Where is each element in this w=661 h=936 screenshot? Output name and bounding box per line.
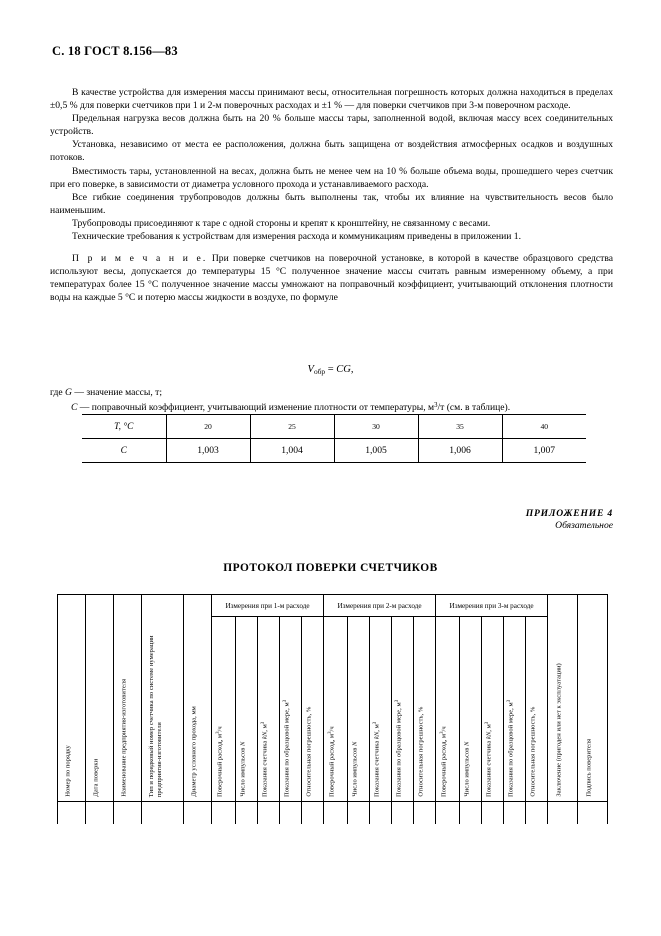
column-header-label: Диаметр условного прохода, мм [189, 706, 197, 797]
paragraph: Предельная нагрузка весов должна быть на 20 % больше массы тары, заполненной водой, включая массу всех соединительных устройств. [50, 113, 613, 138]
column-header-conclusion [548, 617, 578, 802]
formula-equals: = [327, 364, 334, 375]
spacer-cell [142, 595, 184, 617]
legend-symbol-c: C [71, 402, 78, 414]
column-header-label: Показания по образцовой мере, $м^3$ [282, 699, 290, 797]
column-header-label: Поверочный расход, $м^3/ч$ [327, 726, 335, 797]
column-header-label: Показания счетчика kN, $м^3$ [372, 721, 380, 797]
spacer-cell [114, 595, 142, 617]
column-header-label: Подпись поверителя [585, 739, 592, 797]
column-header-label: Тип и порядковый номер счетчика по системе нумерации предприятия-изготовителя [147, 635, 162, 797]
column-header-label: Поверочный расход, $м^3/ч$ [439, 726, 447, 797]
legend-text-c-b: /т (см. в таблице). [437, 402, 511, 414]
table-group-header-row [58, 595, 608, 617]
column-header-flow3-standard-measure [504, 617, 526, 802]
legend-text-g: — значение массы, т; [71, 387, 163, 398]
column-header-verifier-signature [578, 617, 608, 802]
table-cell [392, 802, 414, 825]
legend-line-g [50, 386, 620, 399]
table-cell [414, 802, 436, 825]
note-paragraph [50, 252, 613, 304]
column-header-flow1-standard-measure [280, 617, 302, 802]
column-header-flow2-relative-error [414, 617, 436, 802]
column-header-flow1-relative-error [302, 617, 324, 802]
column-header-order-number [58, 617, 86, 802]
paragraph: В качестве устройства для измерения массы принимают весы, относительная погрешность которых должна находиться в пределах ±0,5 % для поверки счетчиков при 1 и 2-м поверочных расходах и ±1 % — для поверки счетчиков при 3-м поверочном расходе. [50, 87, 613, 112]
legend-line-c [50, 399, 620, 414]
column-header-flow1-verification-flow [212, 617, 236, 802]
table-row [58, 802, 608, 825]
table-cell [526, 802, 548, 825]
temperature-cell: 30 [334, 415, 418, 439]
paragraph: Технические требования к устройствам для измерения расхода и коммуникациям приведены в приложении 1. [72, 231, 521, 243]
group-header-flow1: Измерения при 1-м расходе [212, 595, 324, 617]
table-cell [280, 802, 302, 825]
group-header-flow3: Измерения при 3-м расходе [436, 595, 548, 617]
table-row [82, 439, 586, 463]
protocol-table-wrapper [57, 594, 605, 823]
column-header-label: Число импульсов N [238, 742, 246, 797]
page-header: С. 18 ГОСТ 8.156—83 [52, 44, 178, 58]
column-header-label: Относительная погрешность, % [416, 707, 424, 797]
column-header-flow1-meter-reading [258, 617, 280, 802]
spacer-cell [548, 595, 578, 617]
column-header-label: Поверочный расход, $м^3/ч$ [215, 726, 223, 797]
table-header-row [58, 617, 608, 802]
spacer-cell [58, 595, 86, 617]
note-text: При поверке счетчиков на поверочной установке, в которой в качестве образцового средства используют весы, допускается до температуры 15 °С полученное значение массы считать равным измеренному объему, а при температурах более 15 °С полученное значение массы умножают на поправочный коэффициент, учитывающий отклонения плотности воды на каждые 5 °С и потерю массы жидкости в воздухе, по формуле [50, 253, 613, 304]
column-header-type-and-serial [142, 617, 184, 802]
table-cell [302, 802, 324, 825]
formula-legend [50, 386, 620, 414]
column-header-label: Заключение (пригоден или нет к эксплуатации) [555, 663, 562, 797]
legend-text-c-a: — поправочный коэффициент, учитывающий изменение плотности от температуры, м [77, 402, 435, 414]
table-row [82, 415, 586, 439]
legend-symbol-g: G [65, 387, 72, 398]
column-header-label: Дата поверки [91, 759, 99, 797]
temperature-cell: 35 [418, 415, 502, 439]
table-cell [578, 802, 608, 825]
column-header-label: Показания по образцовой мере, $м^3$ [394, 699, 402, 797]
table-cell [548, 802, 578, 825]
column-header-label: Номер по порядку [63, 745, 71, 797]
table-cell [58, 802, 86, 825]
appendix-obligation: Обязательное [555, 520, 613, 532]
column-header-flow2-standard-measure [392, 617, 414, 802]
note-label: П р и м е ч а н и е. [72, 253, 208, 265]
table-cell [504, 802, 526, 825]
spacer-cell [184, 595, 212, 617]
coefficient-cell: 1,004 [250, 439, 334, 463]
table-cell [212, 802, 236, 825]
column-header-flow2-verification-flow [324, 617, 348, 802]
coefficient-table [82, 414, 586, 463]
column-header-verification-date [86, 617, 114, 802]
paragraph: Все гибкие соединения трубопроводов должны быть выполнены так, чтобы их влияние на чувствительность весов было наименьшим. [50, 191, 613, 216]
column-header-flow1-pulse-count [236, 617, 258, 802]
column-header-flow3-meter-reading [482, 617, 504, 802]
table-cell [370, 802, 392, 825]
table-cell [482, 802, 504, 825]
coefficient-cell: 1,007 [502, 439, 586, 463]
column-header-label: Относительная погрешность, % [528, 707, 536, 797]
paragraph: Трубопроводы присоединяют к таре с одной стороны и крепят к кронштейну, не связанному с весами. [72, 217, 491, 229]
paragraph: Установка, независимо от места ее расположения, должна быть защищена от воздействия атмосферных осадков и воздушных потоков. [50, 139, 613, 164]
column-header-manufacturer-name [114, 617, 142, 802]
coefficient-cell: 1,003 [166, 439, 250, 463]
row-label-coefficient: C [82, 439, 166, 463]
formula [0, 364, 661, 376]
appendix-number: ПРИЛОЖЕНИЕ 4 [525, 508, 613, 519]
table-cell [348, 802, 370, 825]
coefficient-cell: 1,006 [418, 439, 502, 463]
table-cell [324, 802, 348, 825]
group-header-flow2: Измерения при 2-м расходе [324, 595, 436, 617]
column-header-label: Показания счетчика kN, $м^3$ [260, 721, 268, 797]
column-header-label: Относительная погрешность, % [304, 707, 312, 797]
paragraph: Вместимость тары, установленной на весах, должна быть не менее чем на 10 % больше объема воды, прошедшего через счетчик при его поверке, в зависимости от диаметра условного прохода и устанавливаемого расхода. [50, 165, 613, 190]
column-header-flow3-pulse-count [460, 617, 482, 802]
column-header-label: Число импульсов N [462, 742, 470, 797]
table-cell [184, 802, 212, 825]
formula-subscript: обр [313, 366, 326, 376]
table-cell [114, 802, 142, 825]
table-cell [86, 802, 114, 825]
column-header-label: Наименование предприятия-изготовителя [119, 679, 127, 797]
legend-superscript: 3 [434, 402, 438, 410]
appendix-caption [526, 508, 613, 533]
temperature-cell: 20 [166, 415, 250, 439]
column-header-label: Число импульсов N [350, 742, 358, 797]
formula-rhs: CG, [336, 364, 354, 375]
table-cell [142, 802, 184, 825]
table-cell [460, 802, 482, 825]
table-cell [236, 802, 258, 825]
coefficient-cell: 1,005 [334, 439, 418, 463]
column-header-flow3-relative-error [526, 617, 548, 802]
table-cell [436, 802, 460, 825]
protocol-title: ПРОТОКОЛ ПОВЕРКИ СЧЕТЧИКОВ [223, 562, 438, 574]
column-header-flow3-verification-flow [436, 617, 460, 802]
column-header-label: Показания счетчика kN, $м^3$ [484, 721, 492, 797]
column-header-nominal-diameter [184, 617, 212, 802]
spacer-cell [86, 595, 114, 617]
temperature-cell: 25 [250, 415, 334, 439]
table-cell [258, 802, 280, 825]
legend-prefix: где [50, 387, 65, 398]
column-header-flow2-pulse-count [348, 617, 370, 802]
body-text [50, 86, 613, 305]
row-label-temperature: T, °C [82, 415, 166, 439]
formula-lhs: V [307, 364, 314, 375]
column-header-label: Показания по образцовой мере, $м^3$ [506, 699, 514, 797]
protocol-table [57, 594, 608, 824]
spacer-cell [578, 595, 608, 617]
column-header-flow2-meter-reading [370, 617, 392, 802]
temperature-cell: 40 [502, 415, 586, 439]
